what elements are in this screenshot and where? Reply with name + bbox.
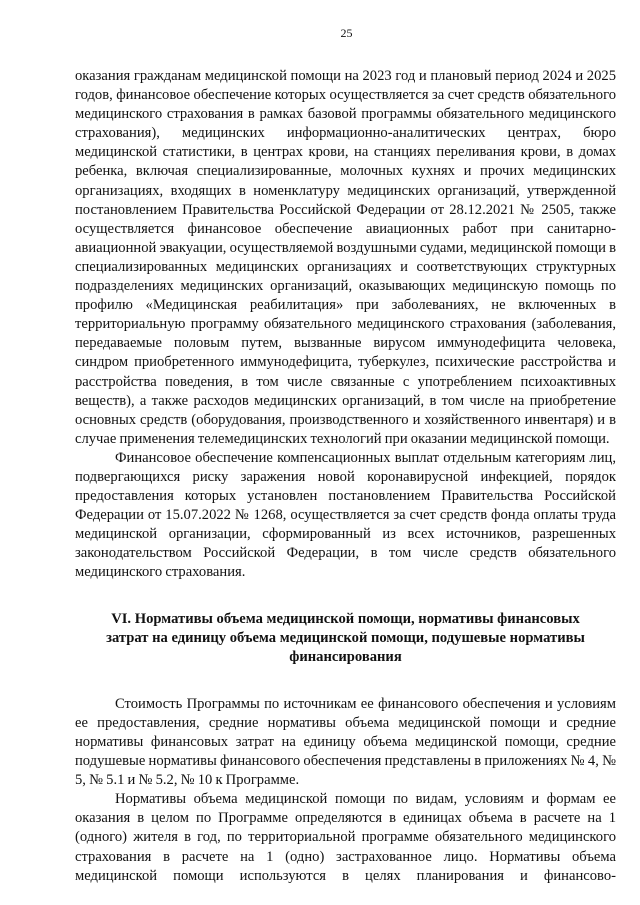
paragraph-compensation-payments: Финансовое обеспечение компенсационных выплат отдельным категориям лиц, подвергающихся риску заражения новой коронавирусной инфекцией, порядок предоставления которых установлен постановлением Правительства Российской Федерации от 15.07.2022 № 1268, осуществляется за счет средств фонда оплаты труда медицинской организации, сформированный из всех источников, разрешенных законодательством Российской Федерации, в том числе средств обязательного медицинского страхования. — [75, 449, 616, 581]
section-heading — [75, 610, 616, 667]
paragraph-program-cost: Стоимость Программы по источникам ее финансового обеспечения и условиям ее предоставления, средние нормативы объема медицинской помощи и средние нормативы финансовых затрат на единицу объема медицинской помощи, средние подушевые нормативы финансового обеспечения представлены в приложениях № 4, № 5, № 5.1 и № 5.2, № 10 к Программе. — [75, 695, 616, 789]
paragraph-financing-continuation: оказания гражданам медицинской помощи на 2023 год и плановый период 2024 и 2025 годов, финансовое обеспечение которых осуществляется за счет средств обязательного медицинского страхования в рамках базовой программы обязательного медицинского страхования), медицинских информационно-аналитических центрах, бюро медицинской статистики, в центрах крови, на станциях переливания крови, в домах ребенка, включая специализированные, молочных кухнях и прочих медицинских организациях, входящих в номенклатуру медицинских организаций, утвержденной постановлением Правительства Российской Федерации от 28.12.2021 № 2505, также осуществляется финансовое обеспечение авиационных работ при санитарно-авиационной эвакуации, осуществляемой воздушными судами, медицинской помощи в специализированных медицинских организациях и соответствующих структурных подразделениях медицинских организаций, оказывающих медицинскую помощь по профилю «Медицинская реабилитация» при заболеваниях, не включенных в территориальную программу обязательного медицинского страхования (заболевания, передаваемые половым путем, вызванные вирусом иммунодефицита человека, синдром приобретенного иммунодефицита, туберкулез, психические расстройства и расстройства поведения, в том числе связанные с употреблением психоактивных веществ), а также расходов медицинских организаций, в том числе на приобретение основных средств (оборудования, производственного и хозяйственного инвентаря) и в случае применения телемедицинских технологий при оказании медицинской помощи. — [75, 68, 616, 447]
paragraph-volume-norms: Нормативы объема медицинской помощи по видам, условиям и формам ее оказания в целом по Программе определяются в единицах объема в расчете на 1 (одного) жителя в год, по территориальной программе обязательного медицинского страхования в расчете на 1 (одно) застрахованное лицо. Нормативы объема медицинской помощи используются в целях планирования и финансово- — [75, 791, 616, 884]
section-heading-line: финансирования — [289, 648, 402, 665]
section-heading-line: затрат на единицу объема медицинской помощи, подушевые нормативы — [106, 629, 585, 646]
page-number: 25 — [340, 26, 353, 40]
section-heading-line: VI. Нормативы объема медицинской помощи, нормативы финансовых — [111, 610, 580, 627]
